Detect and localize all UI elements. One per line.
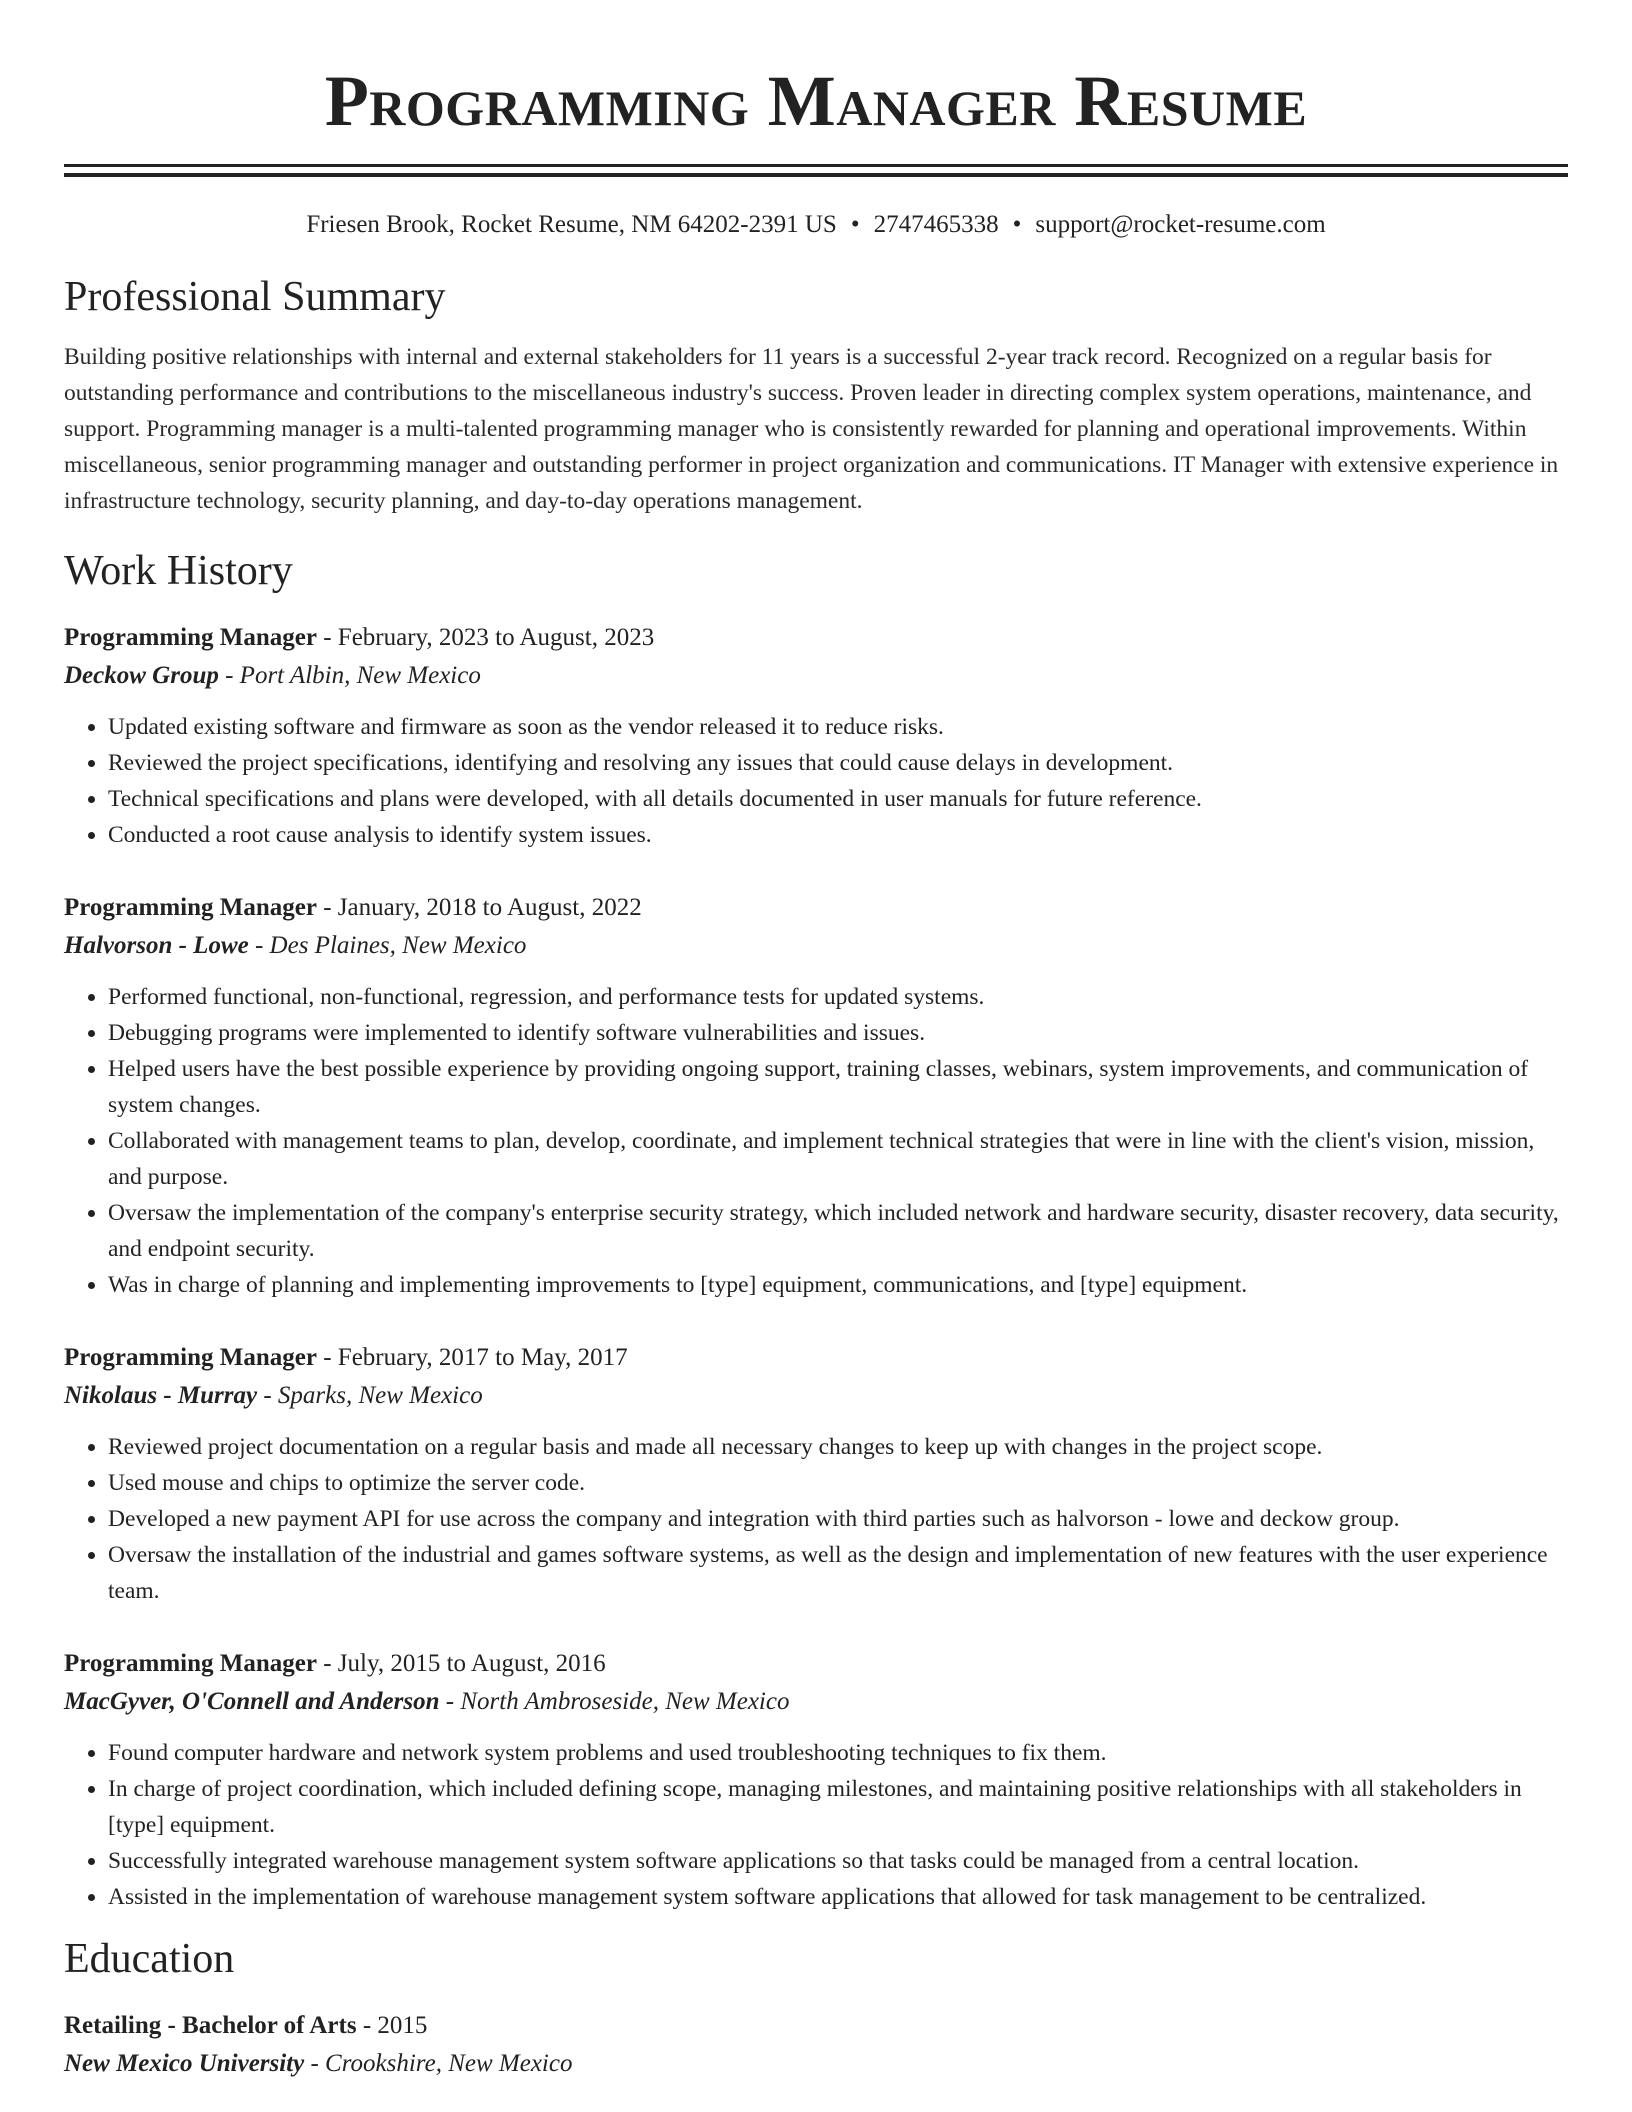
duty-item: • Found computer hardware and network system problems and used troubleshooting techniques to fix them. — [108, 1735, 1568, 1771]
job-entry — [64, 1645, 1568, 1915]
job-duties — [64, 979, 1568, 1303]
job-entry — [64, 1339, 1568, 1609]
duty-item: • In charge of project coordination, which included defining scope, managing milestones, and maintaining positive relationships with all stakeholders in [type] equipment. — [108, 1771, 1568, 1843]
contact-email: support@rocket-resume.com — [1035, 211, 1326, 238]
school: New Mexico University — [64, 2050, 305, 2077]
contact-line — [64, 209, 1568, 241]
job-dates: - July, 2015 to August, 2016 — [316, 1650, 606, 1677]
summary-heading: Professional Summary — [64, 274, 446, 320]
job-title: Programming Manager — [64, 1344, 317, 1371]
page-title: Programming Manager Resume — [324, 61, 1308, 141]
job-duties — [64, 1429, 1568, 1609]
duty-item: • Conducted a root cause analysis to identify system issues. — [108, 817, 1568, 853]
duty-item: • Helped users have the best possible experience by providing ongoing support, training classes, webinars, system improvements, and communication of system changes. — [108, 1051, 1568, 1123]
job-location: - North Ambroseside, New Mexico — [439, 1688, 790, 1715]
graduation-year: - 2015 — [356, 2012, 428, 2039]
title-divider — [64, 164, 1568, 177]
school-location: - Crookshire, New Mexico — [304, 2050, 573, 2077]
job-title-line — [64, 1339, 1568, 1377]
job-title: Programming Manager — [64, 1650, 317, 1677]
job-location: - Port Albin, New Mexico — [218, 662, 481, 689]
job-company-line — [64, 1683, 1568, 1721]
education-entry — [64, 2007, 1568, 2083]
contact-separator: • — [850, 211, 860, 238]
job-title: Programming Manager — [64, 624, 317, 651]
job-duties — [64, 1735, 1568, 1915]
job-entry — [64, 619, 1568, 853]
job-dates: - February, 2017 to May, 2017 — [316, 1344, 628, 1371]
duty-item: • Debugging programs were implemented to identify software vulnerabilities and issues. — [108, 1015, 1568, 1051]
job-company-line — [64, 1377, 1568, 1415]
duty-item: • Assisted in the implementation of warehouse management system software applications that allowed for task management to be centralized. — [108, 1879, 1568, 1915]
job-dates: - February, 2023 to August, 2023 — [316, 624, 655, 651]
job-company: Deckow Group — [64, 662, 219, 689]
duty-item: • Used mouse and chips to optimize the server code. — [108, 1465, 1568, 1501]
duty-item: • Reviewed project documentation on a regular basis and made all necessary changes to keep up with changes in the project scope. — [108, 1429, 1568, 1465]
duty-item: • Technical specifications and plans were developed, with all details documented in user manuals for future reference. — [108, 781, 1568, 817]
duty-item: • Oversaw the implementation of the company's enterprise security strategy, which included network and hardware security, disaster recovery, data security, and endpoint security. — [108, 1195, 1568, 1267]
school-line — [64, 2045, 1568, 2083]
job-location: - Sparks, New Mexico — [257, 1382, 483, 1409]
job-dates: - January, 2018 to August, 2022 — [316, 894, 642, 921]
summary-text: Building positive relationships with internal and external stakeholders for 11 years is a successful 2-year track record. Recognized on a regular basis for outstanding performance and contributions to the miscellaneous industry's success. Proven leader in directing complex system operations, maintenance, and support. Programming manager is a multi-talented programming manager who is consistently rewarded for planning and operational improvements. Within miscellaneous, senior programming manager and outstanding performer in project organization and communications. IT Manager with extensive experience in infrastructure technology, security planning, and day-to-day operations management. — [64, 344, 1559, 514]
duty-item: • Collaborated with management teams to plan, develop, coordinate, and implement technical strategies that were in line with the client's vision, mission, and purpose. — [108, 1123, 1568, 1195]
job-duties — [64, 709, 1568, 853]
work-history-heading: Work History — [64, 548, 293, 594]
job-entry — [64, 889, 1568, 1303]
duty-item: • Reviewed the project specifications, identifying and resolving any issues that could cause delays in development. — [108, 745, 1568, 781]
duty-item: • Was in charge of planning and implementing improvements to [type] equipment, communications, and [type] equipment. — [108, 1267, 1568, 1303]
degree-line — [64, 2007, 1568, 2045]
duty-item: • Oversaw the installation of the industrial and games software systems, as well as the design and implementation of new features with the user experience team. — [108, 1537, 1568, 1609]
duty-item: • Updated existing software and firmware as soon as the vendor released it to reduce risks. — [108, 709, 1568, 745]
duty-item: • Performed functional, non-functional, regression, and performance tests for updated systems. — [108, 979, 1568, 1015]
job-company: MacGyver, O'Connell and Anderson — [64, 1688, 440, 1715]
job-company: Nikolaus - Murray — [64, 1382, 258, 1409]
job-location: - Des Plaines, New Mexico — [248, 932, 527, 959]
job-company: Halvorson - Lowe — [64, 932, 249, 959]
contact-phone: 2747465338 — [873, 211, 999, 238]
job-title-line — [64, 619, 1568, 657]
degree: Retailing - Bachelor of Arts — [64, 2012, 357, 2039]
job-title-line — [64, 1645, 1568, 1683]
job-title-line — [64, 889, 1568, 927]
job-company-line — [64, 657, 1568, 695]
education-heading: Education — [64, 1936, 235, 1982]
job-title: Programming Manager — [64, 894, 317, 921]
duty-item: • Developed a new payment API for use across the company and integration with third parties such as halvorson - lowe and deckow group. — [108, 1501, 1568, 1537]
duty-item: • Successfully integrated warehouse management system software applications so that tasks could be managed from a central location. — [108, 1843, 1568, 1879]
contact-separator: • — [1012, 211, 1022, 238]
job-company-line — [64, 927, 1568, 965]
contact-address: Friesen Brook, Rocket Resume, NM 64202-2391 US — [306, 211, 837, 238]
